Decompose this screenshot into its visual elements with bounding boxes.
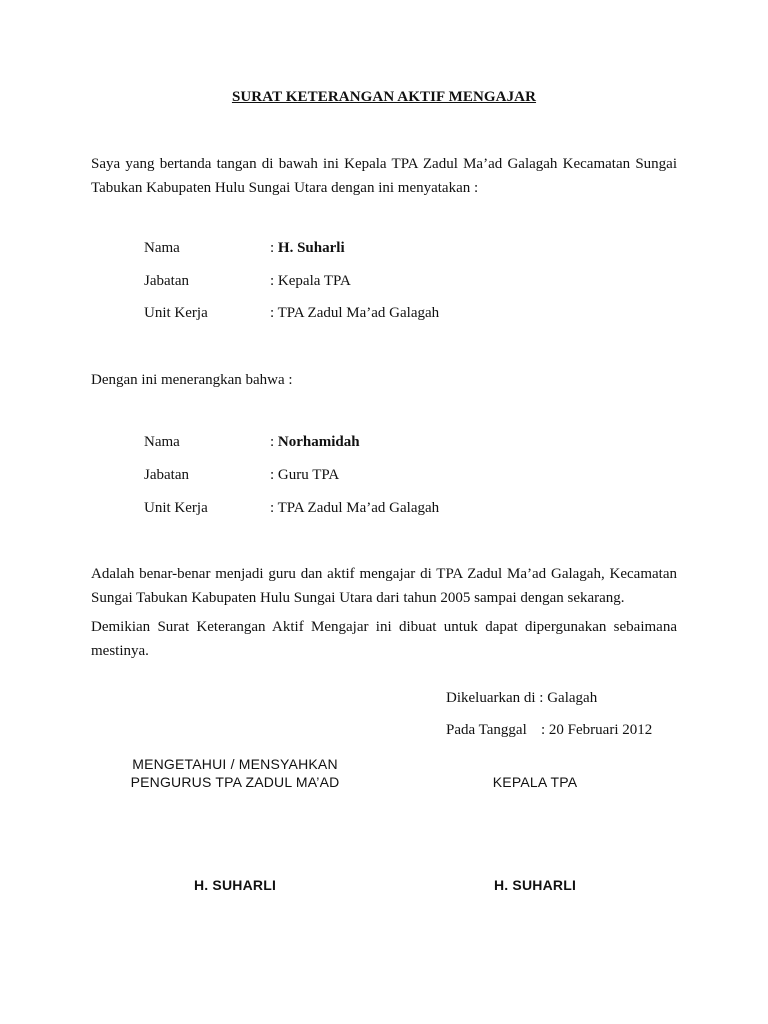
- subject-nama-bold: Norhamidah: [277, 434, 360, 450]
- intro-paragraph: [91, 152, 677, 200]
- subject-jabatan-value: : Guru TPA: [270, 467, 340, 483]
- signer-jabatan-label: Jabatan: [144, 273, 189, 289]
- subject-unit-label: Unit Kerja: [144, 500, 208, 516]
- issued-date-row: [446, 720, 653, 740]
- body-line-1: Adalah benar-benar menjadi guru dan aktif mengajar di TPA Zadul Ma’ad Galagah, Kecamatan: [91, 566, 677, 582]
- document-title: SURAT KETERANGAN AKTIF MENGAJAR: [231, 89, 537, 105]
- closing-line-2: mestinya.: [91, 643, 149, 659]
- subject-nama-label: Nama: [144, 434, 180, 450]
- issued-place: Dikeluarkan di : Galagah: [446, 690, 598, 706]
- head-name: H. SUHARLI: [493, 877, 577, 893]
- body-line-2: Sungai Tabukan Kabupaten Hulu Sungai Utara dari tahun 2005 sampai dengan sekarang.: [91, 590, 625, 606]
- intro-line-1: Saya yang bertanda tangan di bawah ini Kepala TPA Zadul Ma’ad Galagah Kecamatan Sungai: [91, 156, 677, 172]
- signer-nama-value: [270, 238, 345, 258]
- subject-unit-value: : TPA Zadul Ma’ad Galagah: [270, 500, 440, 516]
- subject-nama-value: [270, 432, 360, 452]
- head-title: KEPALA TPA: [492, 774, 578, 790]
- signer-unit-value: : TPA Zadul Ma’ad Galagah: [270, 305, 440, 321]
- acknowledger-title: [120, 755, 350, 791]
- subject-jabatan-label: Jabatan: [144, 467, 189, 483]
- issued-date-label: Pada Tanggal: [446, 722, 527, 738]
- signer-jabatan-value: : Kepala TPA: [270, 273, 351, 289]
- issued-date-value: : 20 Februari 2012: [541, 722, 653, 738]
- signer-nama-label: Nama: [144, 240, 180, 256]
- statement-intro: Dengan ini menerangkan bahwa :: [91, 372, 293, 388]
- acknowledger-line-2: PENGURUS TPA ZADUL MA’AD: [130, 774, 340, 790]
- acknowledger-line-1: MENGETAHUI / MENSYAHKAN: [132, 756, 338, 772]
- signer-nama-colon: :: [270, 240, 278, 256]
- intro-line-2: Tabukan Kabupaten Hulu Sungai Utara dengan ini menyatakan :: [91, 180, 479, 196]
- closing-paragraph: [91, 615, 677, 663]
- signer-unit-label: Unit Kerja: [144, 305, 208, 321]
- closing-line-1: Demikian Surat Keterangan Aktif Mengajar ini dibuat untuk dapat dipergunakan sebaimana: [91, 619, 677, 635]
- acknowledger-name: H. SUHARLI: [193, 877, 277, 893]
- subject-nama-colon: :: [270, 434, 278, 450]
- body-paragraph: [91, 562, 677, 610]
- signer-nama-bold: H. Suharli: [277, 240, 345, 256]
